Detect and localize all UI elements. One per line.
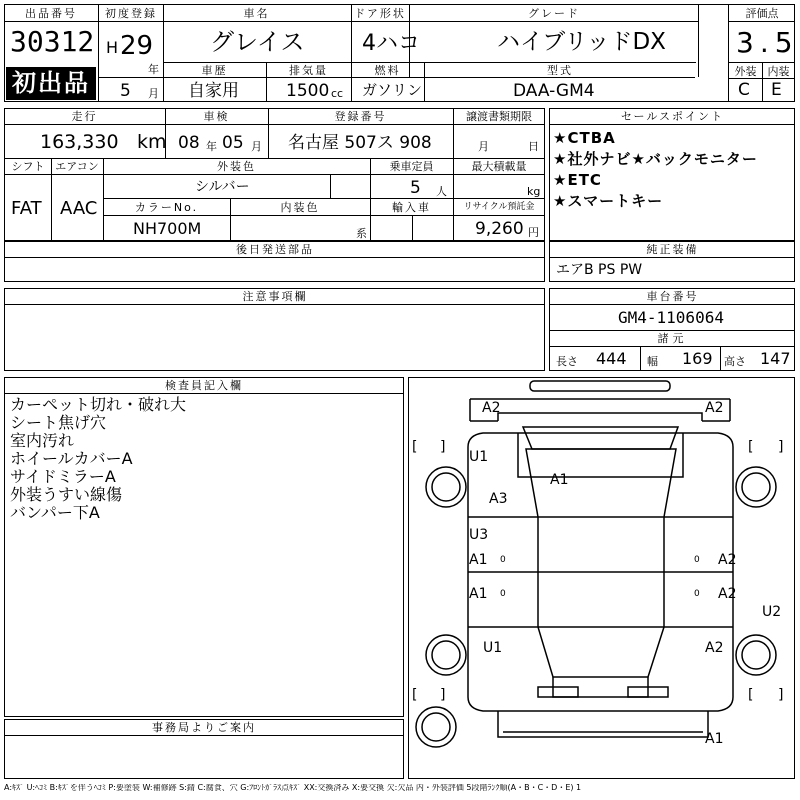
max-load-unit: kg xyxy=(527,185,541,198)
model-value: DAA-GM4 xyxy=(513,81,595,101)
mark-front-left-door-u: U3 xyxy=(469,527,489,543)
mark-front-left-door: A1 xyxy=(469,552,488,568)
sales-points-label: セールスポイント xyxy=(620,110,724,123)
bracket-right-bottom-open: [ xyxy=(748,687,754,703)
mark-rear-right-fender: A2 xyxy=(705,640,724,656)
front-bumper-shape xyxy=(470,399,730,421)
zero-mark: 0 xyxy=(500,589,506,599)
inspection-month-unit: 月 xyxy=(251,140,262,153)
int-color-unit: 系 xyxy=(356,227,367,240)
capacity-unit: 人 xyxy=(436,185,447,198)
legend-text: A:ｷｽﾞ U:ﾍｺﾐ B:ｷｽﾞを伴うﾍｺﾐ P:要塗装 W:補修跡 S:錆 C:腐食、穴 G:ﾌﾛﾝﾄｶﾞﾗｽ点ｷｽﾞ XX:交換済み X:要交換 欠:欠品 内・外装評価 5段階ﾗﾝｸ順(A・B・C・D・E) 1 xyxy=(4,784,582,792)
capacity-label: 乗車定員 xyxy=(389,160,434,173)
car-diagram xyxy=(408,377,795,779)
recycle-unit: 円 xyxy=(528,226,539,239)
recycle-value: 9,260 xyxy=(475,219,524,239)
bracket-left-top-open: [ xyxy=(412,439,418,455)
rear-bumper-shape xyxy=(498,711,708,737)
inspector-line: バンパー下A xyxy=(10,503,100,522)
displacement-label: 排気量 xyxy=(289,64,328,77)
width-value: 169 xyxy=(682,349,713,368)
inspector-line: カーペット切れ・破れ大 xyxy=(10,395,187,414)
mark-front-right-corner: A2 xyxy=(705,400,724,416)
roof-shape xyxy=(526,449,676,517)
top-bar-shape xyxy=(530,381,670,391)
office-label: 事務局よりご案内 xyxy=(152,721,256,734)
fuel-value: ガソリン xyxy=(362,81,423,99)
year-value: 29 xyxy=(120,31,154,61)
first-listing-badge: 初出品 xyxy=(6,67,96,100)
max-load-label: 最大積載量 xyxy=(471,160,527,173)
history-label: 車歴 xyxy=(201,64,228,77)
genuine-equipment-label: 純正装備 xyxy=(646,243,699,256)
ext-color-value: シルバー xyxy=(195,179,250,195)
color-no-value: NH700M xyxy=(133,219,202,238)
mileage-unit: km xyxy=(137,131,167,153)
mark-right-side-panel: U2 xyxy=(762,604,782,620)
grade-label: グレード xyxy=(528,7,580,20)
mark-rear-bumper: A1 xyxy=(705,731,724,747)
notes-label: 注意事項欄 xyxy=(242,290,308,303)
dimensions-label: 諸元 xyxy=(657,332,688,345)
history-value: 自家用 xyxy=(188,81,239,101)
bracket-right-top-close: ] xyxy=(778,439,784,455)
first-reg-label: 初度登録 xyxy=(105,7,157,20)
sales-point: ★CTBA xyxy=(553,129,616,147)
ac-value: AAC xyxy=(60,198,98,219)
grade-value: ハイブリッドDX xyxy=(497,29,666,55)
genuine-equipment-value: エアB PS PW xyxy=(556,262,643,278)
windshield-top-shape xyxy=(523,427,678,449)
inspector-line: シート焦げ穴 xyxy=(10,413,107,432)
month-value: 5 xyxy=(120,81,131,101)
bracket-right-bottom-close: ] xyxy=(778,687,784,703)
height-label: 高さ xyxy=(724,355,746,368)
interior-label: 内装 xyxy=(767,65,790,78)
hood-shape xyxy=(518,433,683,477)
import-label: 輸入車 xyxy=(392,201,431,214)
inspector-label: 検査員記入欄 xyxy=(165,379,243,392)
later-parts-label: 後日発送部品 xyxy=(236,243,314,256)
car-name-label: 車名 xyxy=(243,7,270,20)
mark-front-left-fender: U1 xyxy=(469,449,489,465)
inspection-year: 08 xyxy=(178,133,200,153)
chassis-label: 車台番号 xyxy=(646,290,699,303)
shift-label: シフト xyxy=(11,160,45,173)
mark-rear-right-door: A2 xyxy=(718,586,737,602)
sales-point: ★社外ナビ★バックモニター xyxy=(553,150,758,168)
width-label: 幅 xyxy=(647,355,658,368)
door-value: 4ハコ xyxy=(362,31,420,56)
mark-rear-left-door: A1 xyxy=(469,586,488,602)
mark-front-left-area: A3 xyxy=(489,491,508,507)
ext-color-label: 外装色 xyxy=(217,160,256,173)
bracket-right-top-open: [ xyxy=(748,439,754,455)
lot-number-label: 出品番号 xyxy=(25,7,77,20)
inspection-month: 05 xyxy=(222,133,244,153)
car-name: グレイス xyxy=(210,28,305,56)
sales-points-list xyxy=(553,128,758,212)
zero-mark: 0 xyxy=(694,555,700,565)
length-value: 444 xyxy=(596,349,627,368)
reg-number-value: 名古屋 507ス 908 xyxy=(288,133,432,153)
interior-value: E xyxy=(771,80,782,100)
bracket-left-top-close: ] xyxy=(440,439,446,455)
reg-number-label: 登録番号 xyxy=(334,110,387,123)
shift-value: FAT xyxy=(11,198,42,219)
inspector-line: サイドミラーA xyxy=(10,467,116,486)
displacement-unit: cc xyxy=(331,87,344,100)
transfer-month-unit: 月 xyxy=(478,140,489,153)
lot-number: 30312 xyxy=(10,25,95,58)
displacement-value: 1500 xyxy=(286,81,330,101)
zero-mark: 0 xyxy=(694,589,700,599)
color-no-label: カラーNo. xyxy=(134,201,199,214)
score-label: 評価点 xyxy=(745,7,779,20)
mark-front-left-corner: A2 xyxy=(482,400,501,416)
exterior-label: 外装 xyxy=(734,65,757,78)
bracket-left-bottom-open: [ xyxy=(412,687,418,703)
mark-front-right-door: A2 xyxy=(718,552,737,568)
recycle-label: リサイクル預託金 xyxy=(463,202,535,212)
mileage-label: 走行 xyxy=(71,110,98,123)
mark-rear-left-fender: U1 xyxy=(483,640,503,656)
bracket-left-bottom-close: ] xyxy=(440,687,446,703)
transfer-day-unit: 日 xyxy=(528,140,539,153)
inspection-year-unit: 年 xyxy=(206,140,217,153)
rear-lamp-left-shape xyxy=(538,687,578,697)
ac-label: エアコン xyxy=(55,160,99,173)
mark-hood: A1 xyxy=(550,472,569,488)
rear-window-shape xyxy=(538,627,664,677)
capacity-value: 5 xyxy=(410,178,421,198)
int-color-label: 内装色 xyxy=(280,201,320,214)
fuel-label: 燃料 xyxy=(374,64,401,77)
exterior-value: C xyxy=(738,80,750,100)
era-letter: H xyxy=(106,38,119,57)
door-label: ドア形状 xyxy=(354,7,406,20)
transfer-label: 譲渡書類期限 xyxy=(466,110,532,123)
chassis-value: GM4-1106064 xyxy=(618,308,724,327)
inspection-label: 車検 xyxy=(203,110,230,123)
length-label: 長さ xyxy=(556,355,578,368)
inspector-line: 室内汚れ xyxy=(10,431,75,450)
month-unit: 月 xyxy=(148,87,159,100)
year-unit: 年 xyxy=(148,63,159,76)
score-value: 3.5 xyxy=(736,26,799,59)
sales-point: ★スマートキー xyxy=(553,192,664,210)
inspector-lines xyxy=(10,396,186,522)
height-value: 147 xyxy=(760,349,791,368)
sales-point: ★ETC xyxy=(553,171,602,189)
model-label: 型式 xyxy=(547,64,573,77)
inspector-line: ホイールカバーA xyxy=(10,449,133,468)
zero-mark: 0 xyxy=(500,555,506,565)
mileage-value: 163,330 xyxy=(40,131,119,153)
inspector-line: 外装うすい線傷 xyxy=(10,485,123,504)
